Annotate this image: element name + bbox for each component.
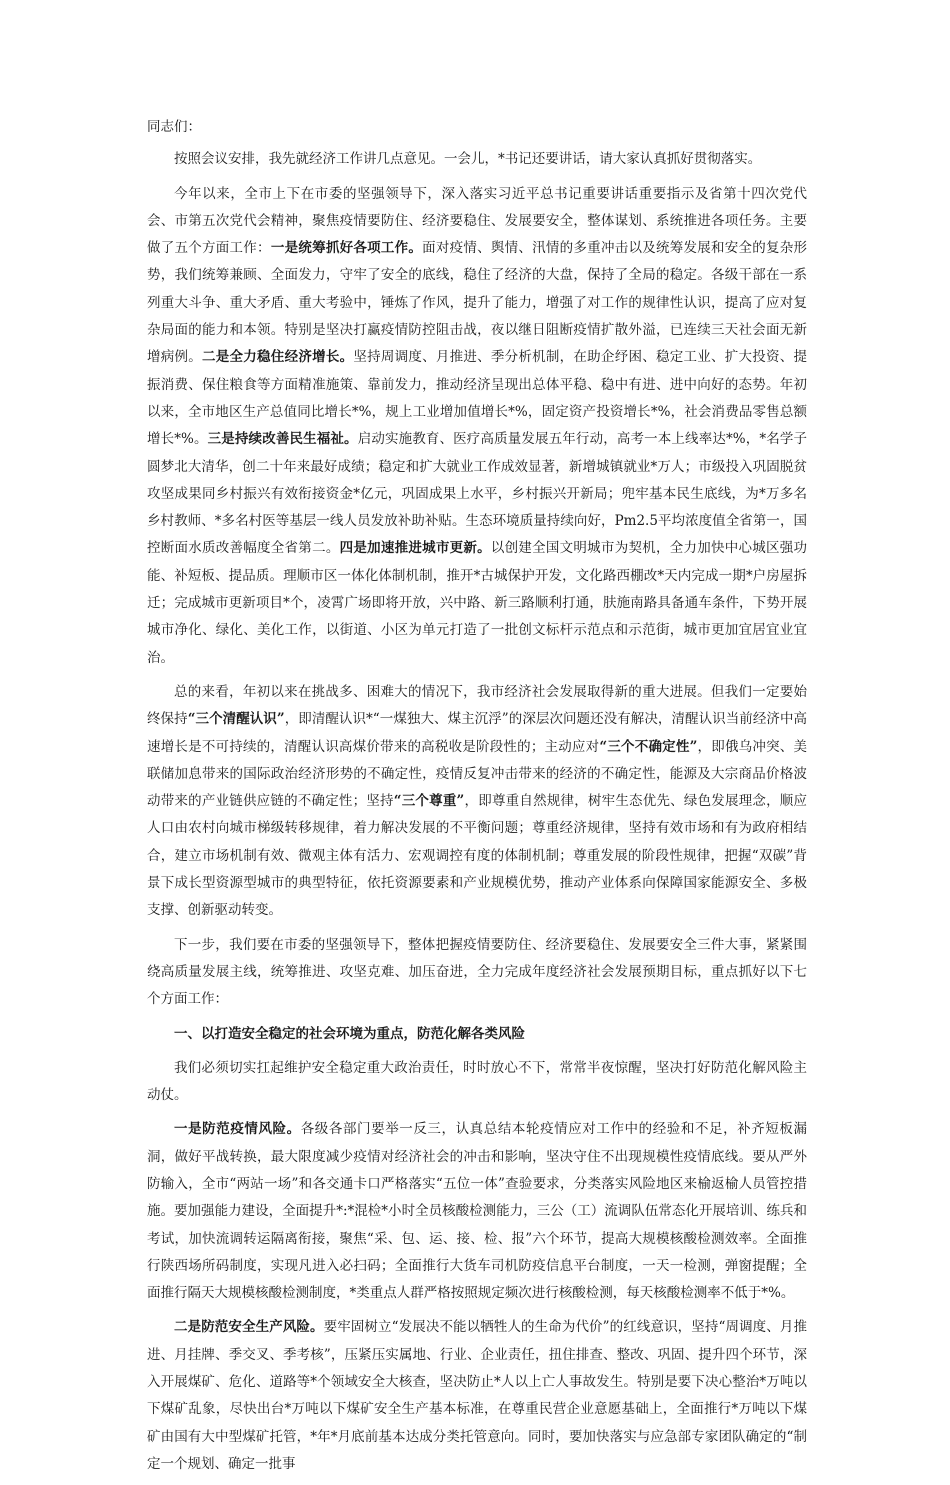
bold-run: “三个清醒认识”	[187, 711, 285, 728]
bold-run: 二是防范安全生产风险。	[174, 1319, 324, 1336]
text-run: 启动实施教育、医疗高质量发展五年行动，高考一本上线率达*%，*名学子圆梦北大清华，创二十年来最好成绩；稳定和扩大就业工作成效显著，新增城镇就业*万人；市级投入巩固脱贫攻坚成果同乡村振兴有效衔接资金*亿元，巩固成果上水平，乡村振兴开新局；兜牢基本民生底线，为*万多名乡村教师、*多名村医等基层一线人员发放补助补贴。生态环境质量持续向好，Pm2.5平均浓度值全省第一，国控断面水质改善幅度全省第二。	[147, 431, 808, 557]
paragraph-opening: 按照会议安排，我先就经济工作讲几点意见。一会儿，*书记还要讲话，请大家认真抓好贯彻落实。	[174, 151, 762, 168]
document-body	[147, 110, 807, 1485]
text-run: 总的来看，年初以来在挑战多、困难大的情况下，我市经济社会发展取得新的重大进展。但我们一定要始终保持	[147, 683, 807, 728]
text-run: 各级各部门要举一反三，认真总结本轮疫情应对工作中的经验和不足，补齐短板漏洞，做好平战转换，最大限度减少疫情对经济社会的冲击和影响，坚决守住不出现规模性疫情底线。要从严外防输入，全市“两站一场”和各交通卡口严格落实“五位一体”查验要求，分类落实风险地区来榆返榆人员管控措施。要加强能力建设，全面提升*:*混检*小时全员核酸检测能力，三公（工）流调队伍常态化开展培训、练兵和考试，加快流调转运隔离衔接，聚焦“采、包、运、接、检、报”六个环节，提高大规模核酸检测效率。全面推行陕西场所码制度，实现凡进入必扫码；全面推行大货车司机防疫信息平台制度，一天一检测，弹窗提醒；全面推行隔天大规模核酸检测制度，*类重点人群严格按照规定频次进行核酸检测，每天核酸检测率不低于*%。	[147, 1121, 808, 1302]
paragraph-next-steps: 下一步，我们要在市委的坚强领导下，整体把握疫情要防住、经济要稳住、发展要安全三件大事，紧紧围绕高质量发展主线，统筹推进、攻坚克难、加压奋进，全力完成年度经济社会发展预期目标，重点抓好以下七个方面工作：	[147, 936, 807, 1008]
text-run: 坚持周调度、月推进、季分析机制，在助企纾困、稳定工业、扩大投资、提振消费、保住粮食等方面精准施策、靠前发力，推动经济呈现出总体平稳、稳中有进、进中向好的态势。年初以来，全市地区生产总值同比增长*%，规上工业增加值增长*%，固定资产投资增长*%，社会消费品零售总额增长*%。	[147, 349, 808, 448]
greeting: 同志们：	[147, 119, 201, 135]
paragraph-risk-intro: 我们必须切实扛起维护安全稳定重大政治责任，时时放心不下，常常半夜惊醒，坚决打好防范化解风险主动仗。	[147, 1059, 807, 1104]
paragraph-safety-risk	[147, 1314, 807, 1478]
bold-run: 二是全力稳住经济增长。	[202, 349, 354, 366]
paragraph-achievements	[147, 181, 807, 672]
text-run: ，即尊重自然规律，树牢生态优先、绿色发展理念，顺应人口由农村向城市梯级转移规律，着力解决发展的不平衡问题；尊重经济规律，坚持有效市场和有为政府相结合，建立市场机制有效、微观主体有活力、宏观调控有度的体制机制；尊重发展的阶段性规律，把握“双碳”背景下成长型资源型城市的典型特征，依托资源要素和产业规模优势，推动产业体系向保障国家能源安全、多极支撑、创新驱动转变。	[147, 793, 808, 919]
bold-run: 四是加速推进城市更新。	[339, 540, 491, 557]
paragraph-epidemic-risk	[147, 1116, 807, 1307]
text-run: 以创建全国文明城市为契机，全力加快中心城区强功能、补短板、提品质。理顺市区一体化体制机制，推开*古城保护开发，文化路西棚改*天内完成一期*户房屋拆迁；完成城市更新项目*个，凌霄广场即将开放，兴中路、新三路顺利打通，肤施南路具备通车条件，下势开展城市净化、绿化、美化工作，以街道、小区为单元打造了一批创文标杆示范点和示范街，城市更加宜居宜业宜治。	[147, 540, 808, 666]
section-heading-1: 一、以打造安全稳定的社会环境为重点，防范化解各类风险	[174, 1025, 525, 1042]
bold-run: 一是统筹抓好各项工作。	[270, 240, 423, 257]
bold-run: 一是防范疫情风险。	[174, 1121, 301, 1138]
paragraph-summary	[147, 679, 807, 925]
text-run: 要牢固树立“发展决不能以牺牲人的生命为代价”的红线意识，坚持“周调度、月推进、月挂牌、季交叉、季考核”，压紧压实属地、行业、企业责任，扭住排查、整改、巩固、提升四个环节，深入开展煤矿、危化、道路等*个领域安全大核查，坚决防止*人以上亡人事故发生。特别是要下决心整治*万吨以下煤矿乱象，尽快出台*万吨以下煤矿安全生产基本标准，在尊重民营企业意愿基础上，全面推行*万吨以下煤矿由国有大中型煤矿托管，*年*月底前基本达成分类托管意向。同时，要加快落实与应急部专家团队确定的“制定一个规划、确定一批事	[147, 1319, 807, 1472]
text-run: 面对疫情、舆情、汛情的多重冲击以及统筹发展和安全的复杂形势，我们统筹兼顾、全面发力，守牢了安全的底线，稳住了经济的大盘，保持了全局的稳定。各级干部在一系列重大斗争、重大矛盾、重大考验中，锤炼了作风，提升了能力，增强了对工作的规律性认识，提高了应对复杂局面的能力和本领。特别是坚决打赢疫情防控阻击战，夜以继日阻断疫情扩散外溢，已连续三天社会面无新增病例。	[147, 240, 808, 366]
text-run: ，即俄乌冲突、美联储加息带来的国际政治经济形势的不确定性，疫情反复冲击带来的经济的不确定性，能源及大宗商品价格波动带来的产业链供应链的不确定性；坚持	[147, 738, 808, 810]
bold-run: “三个不确定性”	[599, 738, 698, 755]
text-run: ，即清醒认识*“一煤独大、煤主沉浮”的深层次问题还没有解决，清醒认识当前经济中高速增长是不可持续的，清醒认识高煤价带来的高税收是阶段性的；主动应对	[147, 711, 808, 755]
text-run: 今年以来，全市上下在市委的坚强领导下，深入落实习近平总书记重要讲话重要指示及省第十四次党代会、市第五次党代会精神，聚焦疫情要防住、经济要稳住、发展要安全，整体谋划、系统推进各项任务。主要做了五个方面工作：	[147, 185, 807, 257]
bold-run: “三个尊重”	[393, 793, 465, 810]
bold-run: 三是持续改善民生福祉。	[207, 431, 358, 448]
